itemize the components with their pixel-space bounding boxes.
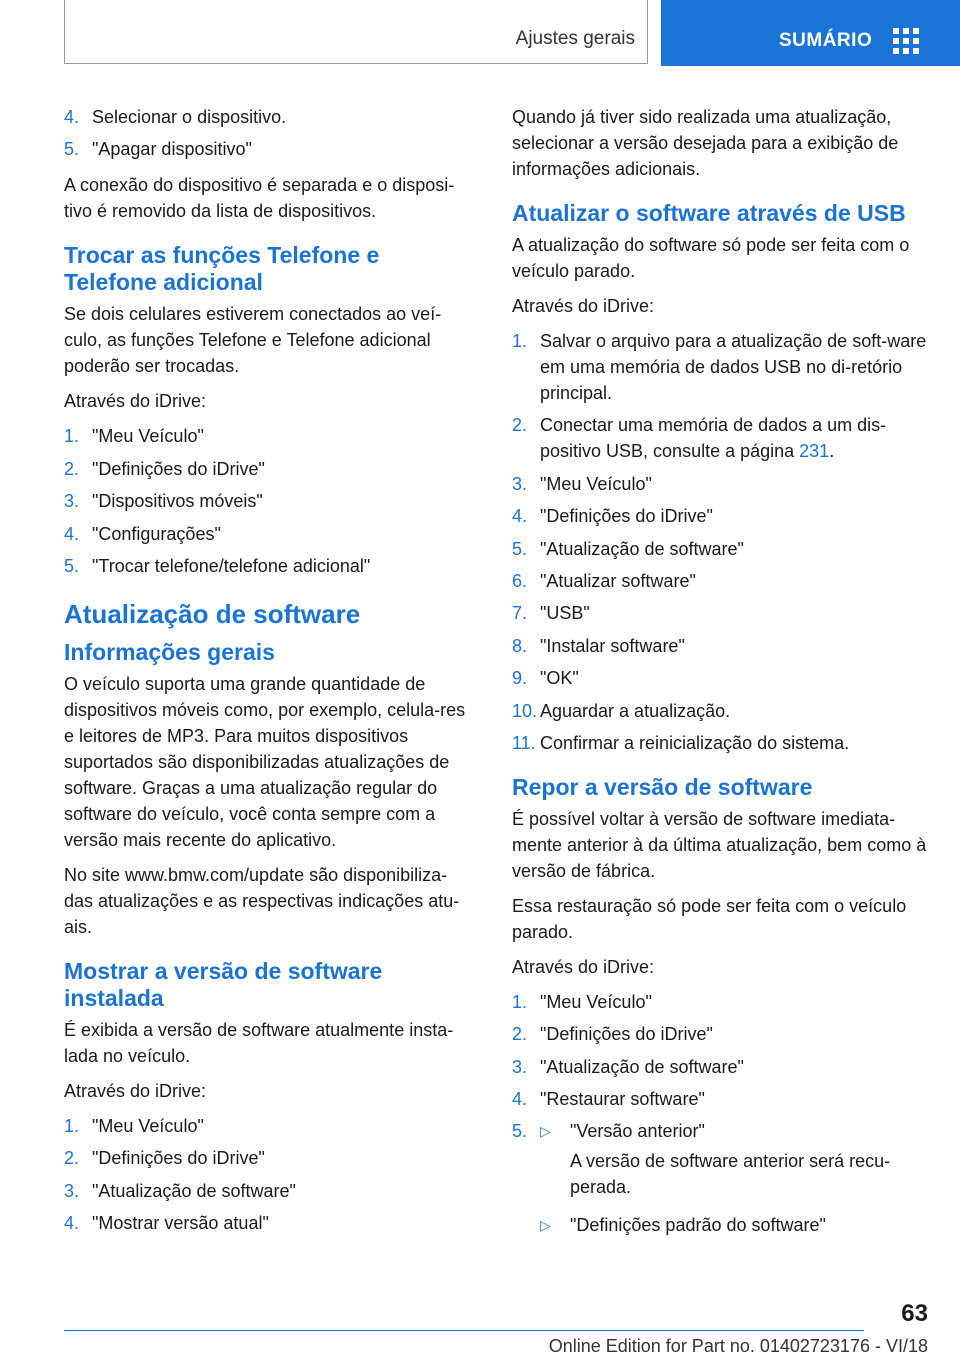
paragraph: A atualização do software só pode ser feita com o veículo parado.: [512, 235, 910, 281]
idrive-intro: Através do iDrive:: [512, 296, 655, 316]
triangle-icon: ▷: [540, 1123, 551, 1140]
right-column: [512, 104, 928, 1254]
list-number: 9.: [512, 668, 528, 689]
list-text: "OK": [540, 668, 579, 689]
list-text: "Atualização de software": [540, 538, 744, 559]
chapter-heading-update: Atualização de software: [64, 598, 361, 629]
paragraph: A conexão do dispositivo é separada e o disposi-tivo é removido da lista de dispositivos.: [64, 175, 455, 222]
idrive-intro: Através do iDrive:: [512, 956, 655, 977]
list-text: "Restaurar software": [540, 1089, 705, 1110]
intro-list: [64, 104, 476, 162]
list-text: [540, 412, 928, 464]
list-text: "Atualizar software": [540, 570, 696, 591]
list-item: [64, 1113, 476, 1139]
list-number: 4.: [64, 107, 80, 127]
list-text: "Definições do iDrive": [92, 458, 265, 479]
list-number: 2.: [64, 1148, 80, 1169]
list-number: 4.: [64, 523, 80, 544]
list-item: [512, 633, 928, 659]
list-item: [512, 412, 928, 464]
list-text: "Apagar dispositivo": [92, 139, 252, 160]
section-heading-general: Informações gerais: [64, 638, 275, 665]
summary-button[interactable]: [661, 0, 960, 66]
sub-list-body: [570, 1118, 928, 1206]
paragraph: É possível voltar à versão de software imediata-mente anterior à da última atualização, bem como à versão de fábrica.: [512, 808, 927, 881]
list-number: 3.: [64, 1180, 80, 1201]
paragraph: Se dois celulares estiverem conectados ao veí-culo, as funções Telefone e Telefone adicional poderão ser trocadas.: [64, 304, 442, 377]
list-text: "Dispositivos móveis": [92, 491, 263, 512]
section-heading-show-version: Mostrar a versão de software instalada: [64, 957, 383, 1011]
grid-icon: [893, 28, 921, 52]
list-text: "Definições do iDrive": [540, 1024, 713, 1045]
list-item: [512, 536, 928, 562]
list-text: "Meu Veículo": [540, 991, 652, 1012]
list-item: [512, 1118, 928, 1244]
list-item: [64, 104, 476, 130]
list-text: Selecionar o dispositivo.: [92, 107, 287, 127]
list-item: [64, 488, 476, 514]
sub-list-container: [540, 1118, 928, 1244]
page-number: 63: [901, 1300, 928, 1327]
list-item: [64, 521, 476, 547]
list-text: "Trocar telefone/telefone adicional": [92, 555, 371, 576]
list-text: "Meu Veículo": [92, 426, 204, 447]
paragraph: O veículo suporta uma grande quantidade de dispositivos móveis como, por exemplo, celula-res e leitores de MP3. Para muitos dispositivos suportados são disponibilizadas atualizações de software. Graças a uma atualização regular do software do veículo, você conta sempre com a versão mais recente do aplicativo.: [64, 673, 466, 850]
edition-note: Online Edition for Part no. 01402723176 - VI/18: [548, 1336, 928, 1356]
section-heading-usb: Atualizar o software através de USB: [512, 200, 906, 226]
list-text: Aguardar a atualização.: [540, 700, 731, 721]
page-header: [0, 0, 960, 66]
idrive-intro: Através do iDrive:: [64, 391, 207, 412]
list-number: 3.: [512, 473, 528, 494]
list-text: "Meu Veículo": [540, 473, 652, 494]
idrive-intro: Através do iDrive:: [64, 1080, 207, 1101]
list-number: 11.: [512, 732, 536, 753]
list-item: [512, 328, 928, 406]
list-text: "Meu Veículo": [92, 1115, 204, 1136]
list-text: "Definições do iDrive": [92, 1148, 265, 1169]
list-number: 5.: [512, 538, 528, 559]
list-item: [64, 423, 476, 449]
list-number: 2.: [512, 1024, 528, 1045]
footer-divider: [64, 1330, 864, 1331]
list-text: "USB": [540, 603, 590, 624]
list-item: [512, 698, 928, 724]
paragraph: Essa restauração só pode ser feita com o veículo parado.: [512, 895, 907, 942]
sub-list: [540, 1118, 928, 1238]
list-number: 4.: [512, 1089, 528, 1110]
section-title-box: [64, 0, 648, 64]
list-text-part: Conectar uma memória de dados a um dis-positivo USB, consulte a página: [540, 415, 887, 462]
list-item: [64, 1145, 476, 1171]
list-number: 1.: [64, 1115, 80, 1136]
list-number: 2.: [512, 415, 528, 436]
list-item: [64, 136, 476, 162]
list-number: 3.: [64, 491, 80, 512]
list-number: 7.: [512, 603, 528, 624]
sub-list-item: [540, 1212, 928, 1238]
list-number: 4.: [512, 506, 528, 527]
usb-steps: [512, 328, 928, 756]
section-title: Ajustes gerais: [515, 28, 635, 49]
list-item: [512, 471, 928, 497]
list-text: "Mostrar versão atual": [92, 1213, 269, 1234]
list-number: 2.: [64, 458, 80, 479]
list-number: 1.: [512, 331, 528, 351]
list-number: 3.: [512, 1056, 528, 1077]
list-item: [64, 1210, 476, 1236]
list-item: [64, 553, 476, 579]
show-version-steps: [64, 1113, 476, 1236]
sub-list-text: "Definições padrão do software": [570, 1215, 826, 1236]
list-number: 4.: [64, 1213, 80, 1234]
list-item: [512, 1021, 928, 1047]
list-text: "Instalar software": [540, 635, 685, 656]
list-text: "Configurações": [92, 523, 221, 544]
list-item: [512, 989, 928, 1015]
list-item: [64, 456, 476, 482]
list-number: 5.: [64, 555, 80, 576]
list-item: [512, 1086, 928, 1112]
list-number: 6.: [512, 570, 528, 591]
list-text: Confirmar a reinicialização do sistema.: [540, 732, 850, 753]
list-item: [512, 503, 928, 529]
list-item: [512, 568, 928, 594]
section-heading-restore: Repor a versão de software: [512, 773, 813, 800]
section-heading-swap: Trocar as funções Telefone e Telefone adicional: [64, 242, 380, 296]
restore-steps: [512, 989, 928, 1245]
summary-label: SUMÁRIO: [779, 30, 873, 51]
list-text: Salvar o arquivo para a atualização de soft-ware em uma memória de dados USB no di-retório principal.: [540, 331, 927, 403]
list-number: 8.: [512, 635, 528, 656]
list-number: 5.: [512, 1121, 528, 1142]
sub-list-item: [540, 1118, 928, 1206]
list-item: [64, 1178, 476, 1204]
list-number: 1.: [512, 991, 528, 1012]
left-column: [64, 104, 476, 1246]
list-item: [512, 665, 928, 691]
page-link[interactable]: 231: [799, 441, 830, 462]
paragraph: No site www.bmw.com/update são disponibiliza-das atualizações e as respectivas indicações atu-ais.: [64, 864, 460, 937]
swap-steps: [64, 423, 476, 579]
list-text: "Definições do iDrive": [540, 506, 713, 527]
sub-list-text: "Versão anterior": [570, 1121, 705, 1142]
list-number: 1.: [64, 426, 80, 447]
list-item: [512, 600, 928, 626]
paragraph: É exibida a versão de software atualmente insta-lada no veículo.: [64, 1019, 454, 1066]
list-number: 5.: [64, 139, 80, 160]
list-number: 10.: [512, 700, 538, 721]
list-item: [512, 730, 928, 756]
triangle-icon: ▷: [540, 1217, 551, 1234]
list-text: "Atualização de software": [92, 1180, 296, 1201]
paragraph: Quando já tiver sido realizada uma atualização, selecionar a versão desejada para a exibição de informações adicionais.: [512, 107, 899, 179]
list-text-suffix: .: [829, 441, 835, 462]
list-text: "Atualização de software": [540, 1056, 744, 1077]
sub-list-note: A versão de software anterior será recu-perada.: [570, 1151, 891, 1198]
list-item: [512, 1054, 928, 1080]
